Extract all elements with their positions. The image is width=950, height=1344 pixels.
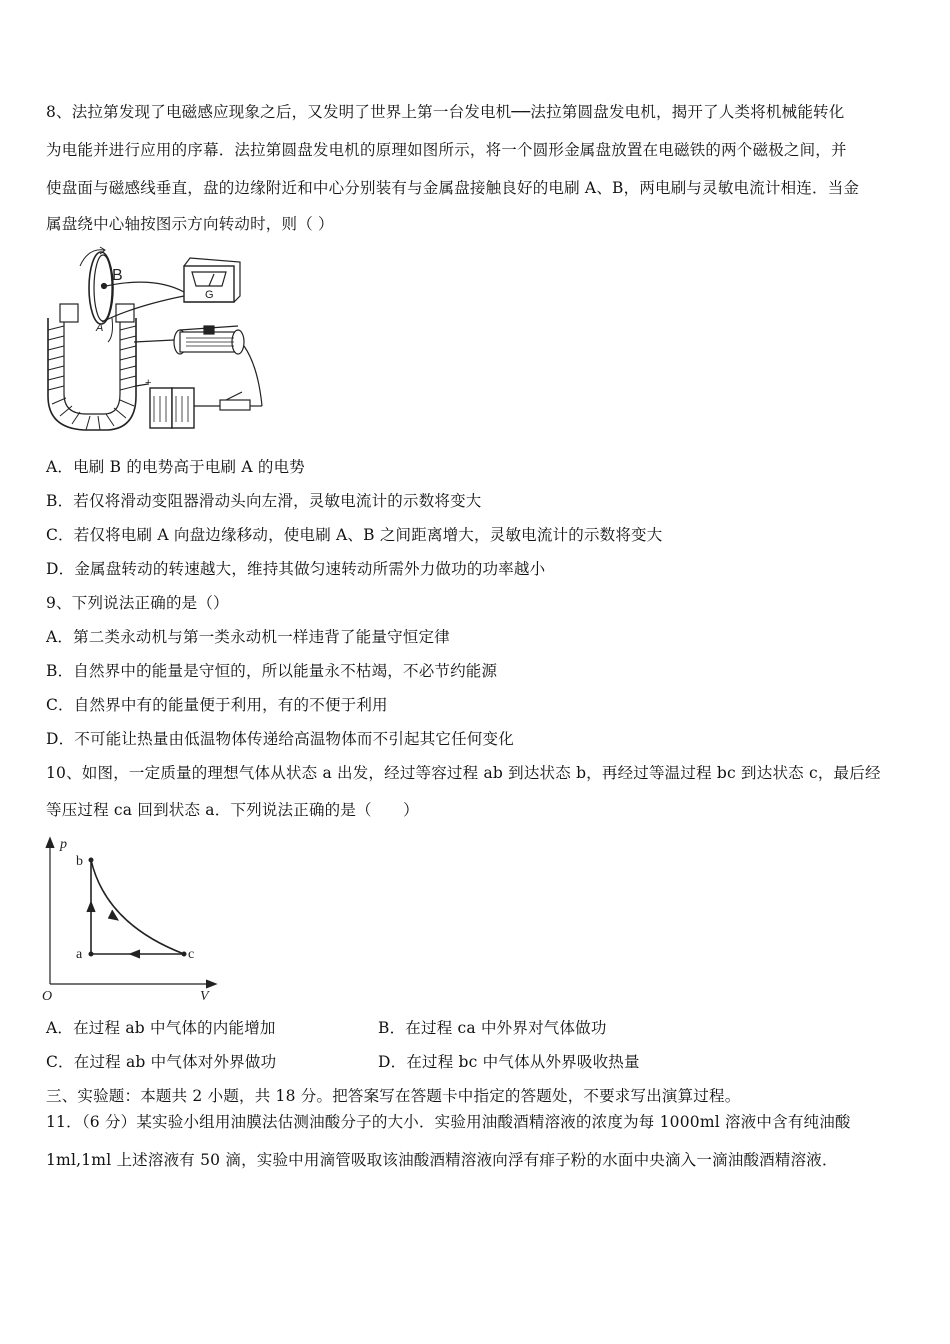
axis-label-p: p [60, 837, 67, 852]
q10-option-a: A．在过程 ab 中气体的内能增加 [46, 1019, 276, 1037]
q8-stem-line-4: 属盘绕中心轴按图示方向转动时，则（ ） [46, 215, 334, 233]
q10-stem-line-2: 等压过程 ca 回到状态 a．下列说法正确的是（ ） [46, 801, 419, 819]
q9-stem: 9、下列说法正确的是（） [46, 594, 229, 612]
origin-label-o: O [42, 989, 53, 1004]
q10-stem-line-1: 10、如图，一定质量的理想气体从状态 a 出发，经过等容过程 ab 到达状态 b，再经过等温过程 bc 到达状态 c，最后经 [46, 764, 881, 782]
q10-option-b: B．在过程 ca 中外界对气体做功 [378, 1019, 607, 1037]
q8-stem-line-1: 8、法拉第发现了电磁感应现象之后，又发明了世界上第一台发电机──法拉第圆盘发电机，揭开了人类将机械能转化 [46, 103, 845, 121]
q8-stem-line-3: 使盘面与磁感线垂直，盘的边缘附近和中心分别装有与金属盘接触良好的电刷 A、B，两电刷与灵敏电流计相连．当金 [46, 179, 860, 197]
axis-label-v: V [200, 989, 209, 1004]
q9-option-c: C．自然界中有的能量便于利用，有的不便于利用 [46, 696, 388, 714]
q9-option-d: D．不可能让热量由低温物体传递给高温物体而不引起其它任何变化 [46, 730, 514, 748]
label-brush-a: A [96, 322, 104, 334]
q11-stem-line-1: 11．（6 分）某实验小组用油膜法估测油酸分子的大小．实验用油酸酒精溶液的浓度为每 1000ml 溶液中含有纯油酸 [46, 1113, 851, 1131]
faraday-disk-generator-figure [44, 246, 270, 436]
state-label-c: c [188, 947, 195, 962]
q9-option-b: B．自然界中的能量是守恒的，所以能量永不枯竭，不必节约能源 [46, 662, 498, 680]
pv-diagram [44, 834, 224, 1006]
q8-option-a: A．电刷 B 的电势高于电刷 A 的电势 [46, 458, 305, 476]
q10-option-c: C．在过程 ab 中气体对外界做功 [46, 1053, 277, 1071]
state-label-a: a [76, 947, 83, 962]
label-brush-b: B [112, 267, 123, 284]
state-label-b: b [76, 854, 83, 869]
q8-option-b: B．若仅将滑动变阻器滑动头向左滑，灵敏电流计的示数将变大 [46, 492, 482, 510]
section-3-heading: 三、实验题：本题共 2 小题，共 18 分。把答案写在答题卡中指定的答题处，不要求写出演算过程。 [46, 1087, 741, 1105]
label-galvanometer-g: G [205, 289, 214, 301]
q9-option-a: A．第二类永动机与第一类永动机一样违背了能量守恒定律 [46, 628, 450, 646]
q8-option-c: C．若仅将电刷 A 向盘边缘移动，使电刷 A、B 之间距离增大，灵敏电流计的示数将变大 [46, 526, 663, 544]
q8-stem-line-2: 为电能并进行应用的序幕．法拉第圆盘发电机的原理如图所示，将一个圆形金属盘放置在电磁铁的两个磁极之间，并 [46, 141, 847, 159]
q11-stem-line-2: 1ml,1ml 上述溶液有 50 滴，实验中用滴管吸取该油酸酒精溶液向浮有痱子粉的水面中央滴入一滴油酸酒精溶液． [46, 1151, 838, 1169]
q8-option-d: D．金属盘转动的转速越大，维持其做匀速转动所需外力做功的功率越小 [46, 560, 546, 578]
label-battery-plus: + [145, 377, 152, 389]
q10-option-d: D．在过程 bc 中气体从外界吸收热量 [378, 1053, 640, 1071]
